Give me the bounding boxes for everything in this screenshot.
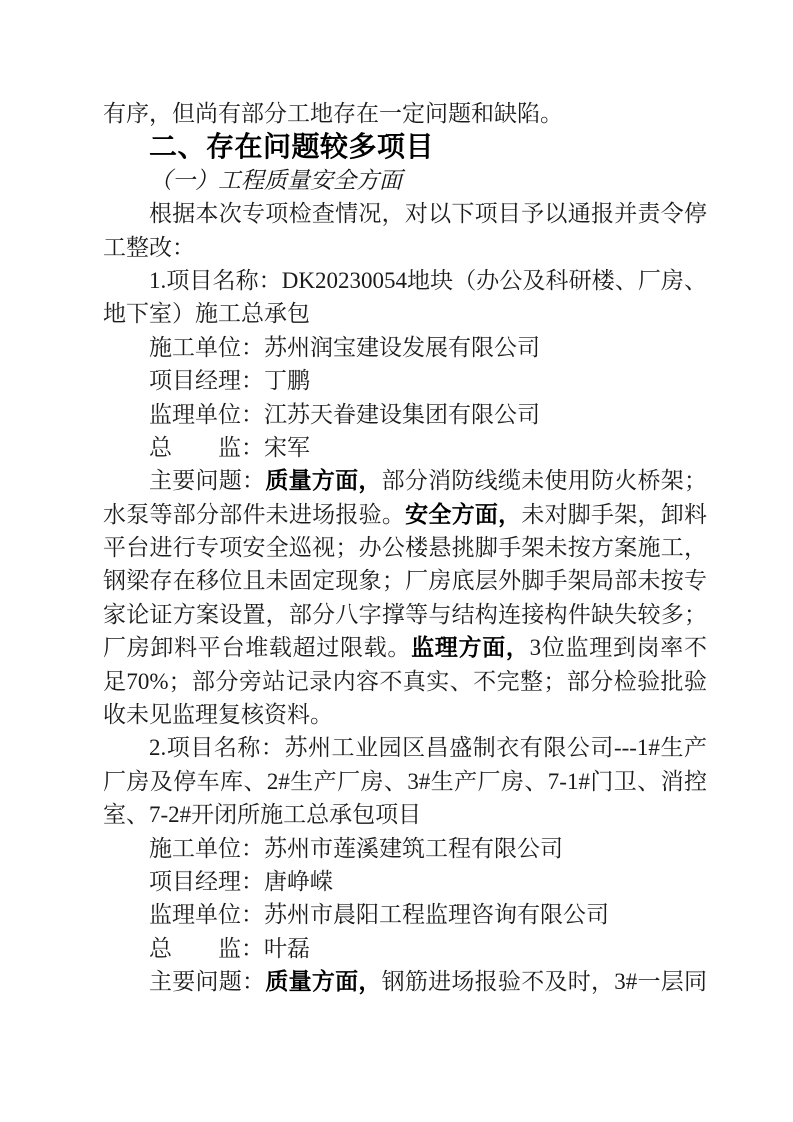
section-heading [103,130,707,163]
text-line [103,798,707,831]
text-run: 工整改： [103,234,195,260]
text-run: 有序，但尚有部分工地存在一定问题和缺陷。 [103,101,563,126]
text-run: 3位监理到岗率不 [529,635,707,661]
text-line [103,231,707,264]
text-line [103,197,707,230]
text-run: 主要问题： [149,468,266,494]
text-run: 1.项目名称：DK20230054地块（办公及科研楼、厂房、 [149,267,707,293]
text-line [103,364,707,397]
text-run: 总 监：宋军 [149,434,310,460]
text-run: （一）工程质量安全方面 [149,167,402,193]
text-column [103,97,707,999]
text-run: 2.项目名称：苏州工业园区昌盛制衣有限公司---1#生产 [149,735,707,761]
text-run: 项目经理：唐峥嵘 [149,868,333,894]
emphasis-run: 监理方面， [411,634,530,661]
text-line [103,297,707,330]
text-line [103,898,707,931]
text-run: 施工单位：苏州市莲溪建筑工程有限公司 [149,835,563,861]
text-run: 厂房及停车库、2#生产厂房、3#生产厂房、7-1#门卫、消控 [103,768,707,794]
text-run: 监理单位：江苏天眷建设集团有限公司 [149,401,540,427]
emphasis-run: 二、存在问题较多项目 [149,131,435,163]
text-line [103,331,707,364]
text-line [103,598,707,631]
text-line [103,464,707,497]
text-run: 钢梁存在移位且未固定现象；厂房底层外脚手架局部未按专 [103,568,707,594]
text-line [103,698,707,731]
text-run: 收未见监理复核资料。 [103,702,333,728]
text-run: 项目经理：丁鹏 [149,368,310,394]
text-run: 室、7-2#开闭所施工总承包项目 [103,802,422,828]
text-line [103,264,707,297]
text-run: 钢筋进场报验不及时，3#一层同 [381,969,707,995]
text-run: 厂房卸料平台堆载超过限载。 [103,635,412,661]
text-line [103,865,707,898]
text-line [103,731,707,764]
text-run: 总 监：叶磊 [149,935,310,961]
text-run: 部分消防线缆未使用防火桥架； [381,468,707,494]
subsection-heading [103,164,707,197]
text-run: 未对脚手架，卸料 [521,501,707,527]
text-run: 主要问题： [149,969,266,995]
text-line [103,531,707,564]
text-line [103,932,707,965]
text-line [103,564,707,597]
text-run: 施工单位：苏州润宝建设发展有限公司 [149,334,540,360]
emphasis-run: 安全方面， [405,500,522,527]
text-run: 根据本次专项检查情况，对以下项目予以通报并责令停 [149,201,707,227]
text-line [103,832,707,865]
text-line [103,398,707,431]
text-run: 平台进行专项安全巡视；办公楼悬挑脚手架未按方案施工， [103,535,707,561]
text-line [103,631,707,664]
text-line [103,498,707,531]
text-run: 足70%；部分旁站记录内容不真实、不完整；部分检验批验 [103,668,707,694]
text-line [103,965,707,998]
text-line [103,97,707,130]
text-run: 监理单位：苏州市晨阳工程监理咨询有限公司 [149,902,609,928]
text-run: 地下室）施工总承包 [103,301,310,327]
text-line [103,765,707,798]
text-run: 家论证方案设置，部分八字撑等与结构连接构件缺失较多； [103,601,707,627]
text-run: 水泵等部分部件未进场报验。 [103,501,406,527]
emphasis-run: 质量方面， [265,968,382,995]
emphasis-run: 质量方面， [265,467,382,494]
text-line [103,431,707,464]
text-line [103,665,707,698]
